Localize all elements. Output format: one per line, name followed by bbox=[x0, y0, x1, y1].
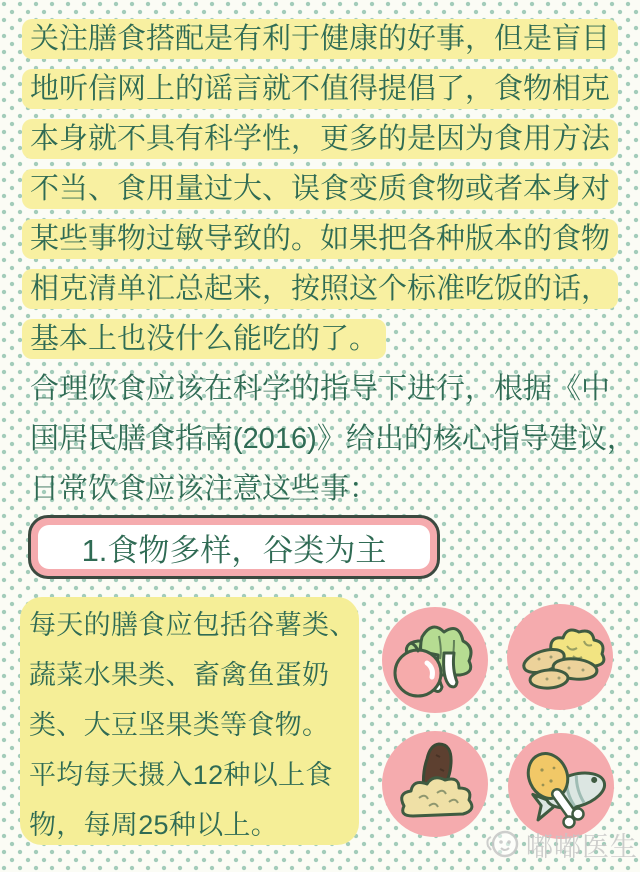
body-line bbox=[29, 697, 355, 747]
body-line bbox=[29, 797, 355, 847]
intro-line-text: 日常饮食应该注意这些事： bbox=[30, 472, 379, 505]
body-line-text: 物，每周25种以上。 bbox=[29, 809, 279, 840]
peanuts-and-millet-icon bbox=[507, 604, 613, 710]
body-line bbox=[29, 747, 355, 797]
body-line-text: 平均每天摄入12种以上食 bbox=[29, 759, 333, 790]
intro-line-text: 相克清单汇总起来，按照这个标准吃饭的话， bbox=[22, 269, 618, 309]
section1-title-inner bbox=[38, 525, 430, 569]
intro-line-text: 基本上也没什么能吃的了。 bbox=[22, 319, 386, 359]
intro-line bbox=[22, 364, 628, 414]
intro-line bbox=[22, 64, 628, 114]
watermark-text: 嘟嘟医生 bbox=[526, 831, 638, 862]
intro-line bbox=[22, 314, 628, 364]
intro-line-text: 合理饮食应该在科学的指导下进行，根据《中 bbox=[30, 372, 611, 405]
intro-line-text: 本身就不具有科学性，更多的是因为食用方法 bbox=[22, 119, 618, 159]
intro-line bbox=[22, 414, 636, 464]
intro-line-text: 国居民膳食指南(2016)》给出的核心指导建议， bbox=[30, 422, 636, 455]
doctor-face-bubble-icon bbox=[482, 824, 522, 864]
intro-line bbox=[22, 14, 628, 64]
intro-line-text: 关注膳食搭配是有利于健康的好事，但是盲目 bbox=[22, 19, 618, 59]
intro-line bbox=[22, 264, 628, 314]
peanuts-and-millet-drawing bbox=[507, 604, 613, 710]
body-line-text: 每天的膳食应包括谷薯类、 bbox=[29, 609, 357, 640]
section1-body-box bbox=[20, 597, 359, 845]
intro-line-text: 地听信网上的谣言就不值得提倡了，食物相克 bbox=[22, 69, 618, 109]
sweet-potato-and-rice-icon bbox=[382, 731, 488, 837]
intro-line-text: 不当、食用量过大、误食变质食物或者本身对 bbox=[22, 169, 618, 209]
section1-title-box bbox=[28, 515, 440, 579]
sweet-potato-and-rice-drawing bbox=[382, 731, 488, 837]
body-line bbox=[29, 647, 355, 697]
intro-line bbox=[22, 164, 628, 214]
body-line-text: 蔬菜水果类、畜禽鱼蛋奶 bbox=[29, 659, 330, 690]
intro-line bbox=[22, 214, 628, 264]
cabbage-and-apple-icon bbox=[382, 607, 488, 713]
watermark bbox=[482, 824, 638, 864]
intro-line bbox=[22, 114, 628, 164]
body-line-text: 类、大豆坚果类等食物。 bbox=[29, 709, 330, 740]
intro-line bbox=[22, 464, 628, 514]
body-line bbox=[29, 597, 355, 647]
intro-paragraphs bbox=[22, 14, 636, 514]
section1-title: 1.食物多样，谷类为主 bbox=[81, 532, 387, 568]
cabbage-and-apple-drawing bbox=[382, 607, 488, 713]
intro-line-text: 某些事物过敏导致的。如果把各种版本的食物 bbox=[22, 219, 618, 259]
